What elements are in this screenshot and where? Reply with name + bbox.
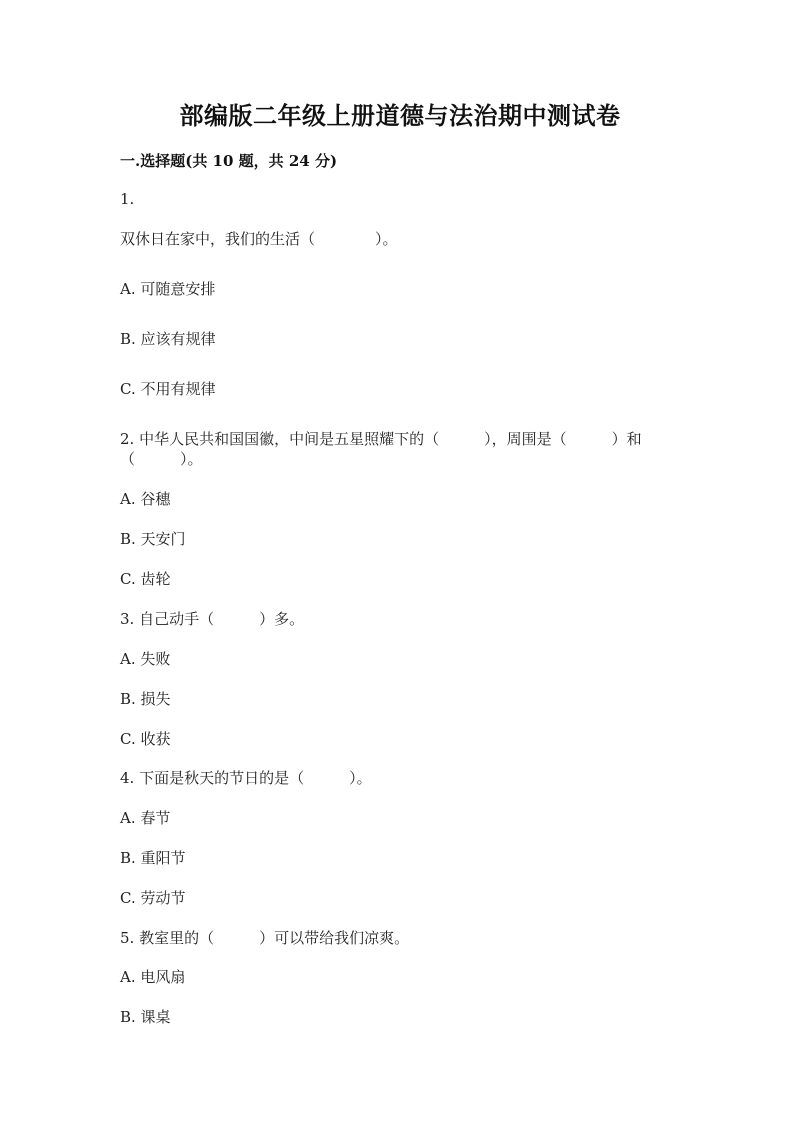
question-5-option-a: A. 电风扇 <box>120 968 186 986</box>
question-2-stem-line-2: （ ）。 <box>120 450 203 468</box>
question-1-option-c: C. 不用有规律 <box>120 380 216 398</box>
question-2-option-a: A. 谷穗 <box>120 490 171 508</box>
question-4-option-b: B. 重阳节 <box>120 849 186 867</box>
question-1-option-a: A. 可随意安排 <box>120 280 216 298</box>
question-3-option-b: B. 损失 <box>120 690 171 708</box>
question-1-stem: 双休日在家中，我们的生活（ ）。 <box>120 230 398 248</box>
question-4-option-a: A. 春节 <box>120 809 171 827</box>
page-title: 部编版二年级上册道德与法治期中测试卷 <box>179 101 621 130</box>
question-4-stem: 4. 下面是秋天的节日的是（ ）。 <box>120 769 372 787</box>
question-1-option-b: B. 应该有规律 <box>120 330 216 348</box>
question-1-number: 1. <box>120 190 135 208</box>
question-2-stem-line-1: 2. 中华人民共和国国徽，中间是五星照耀下的（ ），周围是（ ）和 <box>120 430 642 448</box>
question-2-option-b: B. 天安门 <box>120 530 186 548</box>
question-5-option-b: B. 课桌 <box>120 1008 171 1026</box>
question-5-stem: 5. 教室里的（ ）可以带给我们凉爽。 <box>120 929 410 947</box>
question-3-option-c: C. 收获 <box>120 730 171 748</box>
section-heading: 一.选择题(共 10 题，共 24 分) <box>120 152 338 170</box>
question-4-option-c: C. 劳动节 <box>120 889 186 907</box>
question-2-option-c: C. 齿轮 <box>120 570 171 588</box>
question-3-option-a: A. 失败 <box>120 650 171 668</box>
question-3-stem: 3. 自己动手（ ）多。 <box>120 610 305 628</box>
